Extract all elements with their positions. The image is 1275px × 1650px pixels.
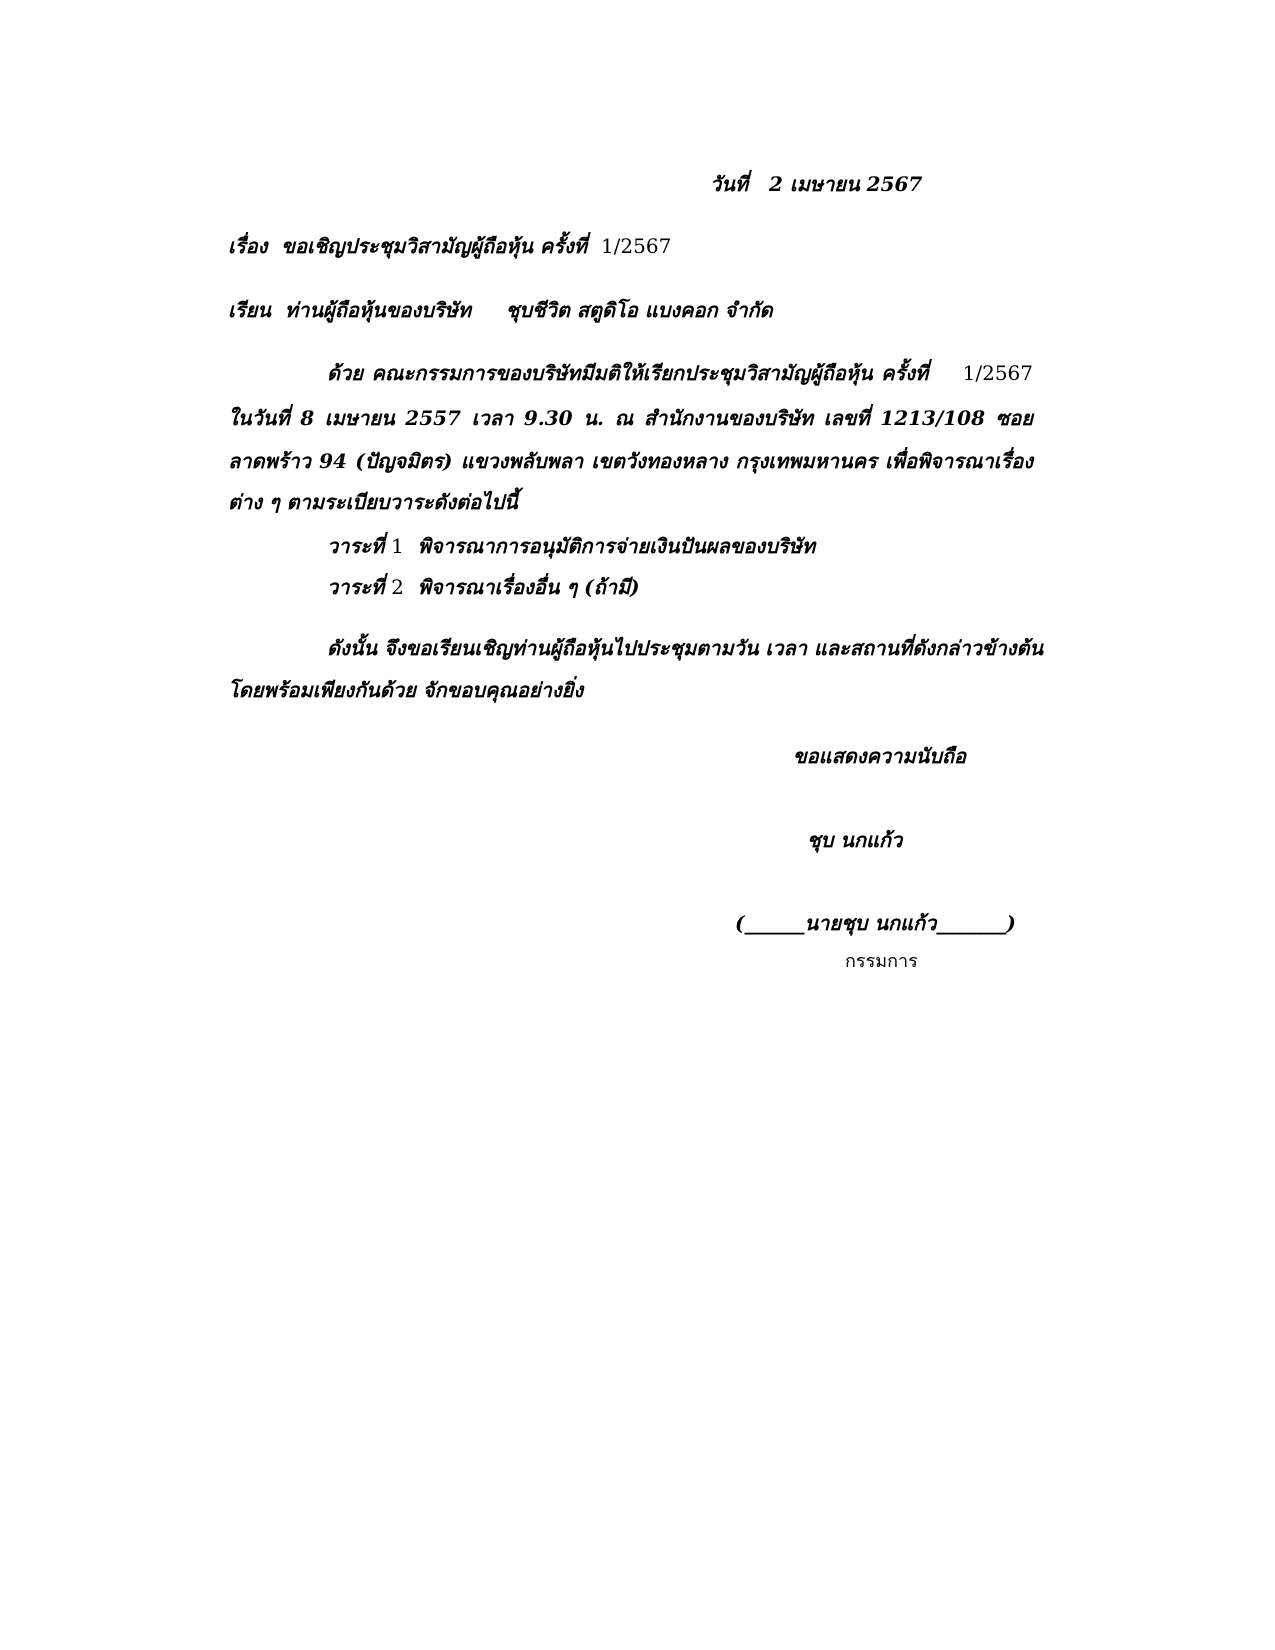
agenda-item-number: 2 xyxy=(391,575,404,599)
agenda-item-label: วาระที่ xyxy=(327,534,385,558)
company-name: ชุบชีวิต สตูดิโอ แบงคอก จำกัด xyxy=(505,298,773,322)
agenda-item xyxy=(327,577,640,597)
subject-number: 1/2567 xyxy=(600,234,672,258)
to-label: เรียน xyxy=(228,298,271,322)
paragraph-1-line-3: ลาดพร้าว 94 (ปัญจมิตร) แขวงพลับพลา เขตวังทองหลาง กรุงเทพมหานคร เพื่อพิจารณาเรื่อง xyxy=(228,449,1033,473)
agenda-item-label: วาระที่ xyxy=(327,575,385,599)
paragraph-1-line-4: ต่าง ๆ ตามระเบียบวาระดังต่อไปนี้ xyxy=(228,490,518,514)
agenda-item-number: 1 xyxy=(391,534,404,558)
agenda-item-text: พิจารณาเรื่องอื่น ๆ (ถ้ามี) xyxy=(417,575,640,599)
printed-name: (______นายชุบ นกแก้ว_______) xyxy=(735,911,1016,935)
letter-subject xyxy=(228,236,671,256)
paragraph-1-line-1-text: ด้วย คณะกรรมการของบริษัทมีมติให้เรียกประชุมวิสามัญผู้ถือหุ้น ครั้งที่ xyxy=(327,361,929,385)
agenda-item xyxy=(327,536,815,556)
paragraph-2-line-2: โดยพร้อมเพียงกันด้วย จักขอบคุณอย่างยิ่ง xyxy=(228,678,584,702)
paragraph-2-line-1: ดังนั้น จึงขอเรียนเชิญท่านผู้ถือหุ้นไปประชุมตามวัน เวลา และสถานที่ดังกล่าวข้างต้น xyxy=(327,636,1044,660)
meeting-number: 1/2567 xyxy=(962,361,1033,385)
letter-recipient xyxy=(228,300,773,320)
subject-text: ขอเชิญประชุมวิสามัญผู้ถือหุ้น ครั้งที่ xyxy=(281,234,587,258)
signer-position: กรรมการ xyxy=(845,951,918,972)
signature: ชุบ นกแก้ว xyxy=(807,828,903,852)
date-label: วันที่ xyxy=(710,172,749,196)
paragraph-1-line-1 xyxy=(327,363,1033,383)
date-value: 2 เมษายน 2567 xyxy=(768,172,923,196)
subject-label: เรื่อง xyxy=(228,234,268,258)
paragraph-1-line-2: ในวันที่ 8 เมษายน 2557 เวลา 9.30 น. ณ สำนักงานของบริษัท เลขที่ 1213/108 ซอย xyxy=(228,406,1033,430)
closing-phrase: ขอแสดงความนับถือ xyxy=(793,744,967,768)
to-text: ท่านผู้ถือหุ้นของบริษัท xyxy=(284,298,471,322)
agenda-item-text: พิจารณาการอนุมัติการจ่ายเงินปันผลของบริษัท xyxy=(417,534,815,558)
letter-date xyxy=(710,174,922,194)
